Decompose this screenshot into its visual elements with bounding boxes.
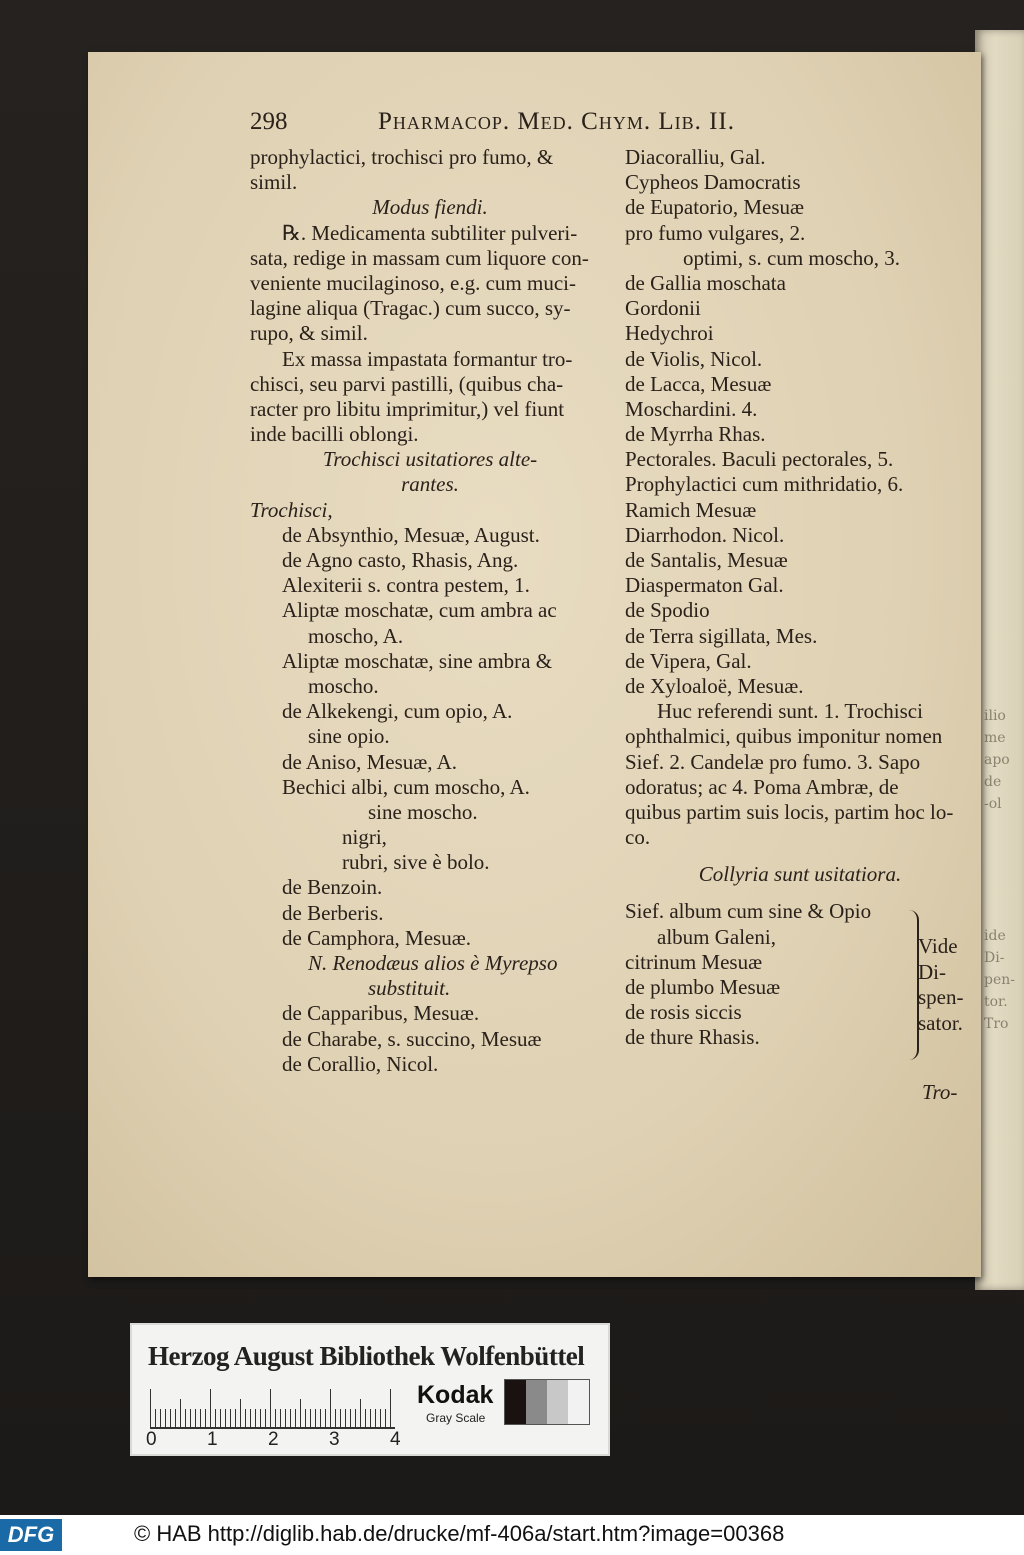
ruler-tick bbox=[155, 1409, 156, 1427]
text-line: moscho, A. bbox=[308, 623, 404, 648]
gray-patch bbox=[568, 1380, 589, 1424]
ruler-tick bbox=[240, 1399, 241, 1427]
collyrium-item: de rosis siccis bbox=[625, 1000, 742, 1025]
bleed-word: de bbox=[984, 774, 1002, 790]
text-line: pro fumo vulgares, 2. bbox=[625, 220, 806, 245]
text-line: de Camphora, Mesuæ. bbox=[282, 925, 471, 950]
text-line: Moschardini. 4. bbox=[625, 396, 758, 421]
collyrium-item: de thure Rhasis. bbox=[625, 1025, 760, 1050]
ruler-tick bbox=[285, 1409, 286, 1427]
text-line: simil. bbox=[250, 170, 298, 195]
bleed-word: Tro bbox=[984, 1016, 1009, 1032]
bleed-word: Di- bbox=[984, 950, 1005, 966]
page-number: 298 bbox=[250, 108, 288, 135]
bracket-note-word: Di- bbox=[918, 959, 946, 984]
ruler-tick bbox=[265, 1409, 266, 1427]
ruler-tick bbox=[340, 1409, 341, 1427]
ruler-tick bbox=[280, 1409, 281, 1427]
text-line: sata, redige in massam cum liquore con- bbox=[250, 245, 589, 270]
text-line: de Alkekengi, cum opio, A. bbox=[282, 699, 513, 724]
curly-bracket bbox=[905, 910, 919, 1060]
text-line: rubri, sive è bolo. bbox=[342, 850, 490, 875]
ruler-tick bbox=[360, 1399, 361, 1427]
text-line: de Capparibus, Mesuæ. bbox=[282, 1001, 480, 1026]
text-line: inde bacilli oblongi. bbox=[250, 422, 419, 447]
bleed-word: apo bbox=[984, 752, 1010, 768]
text-line: chisci, seu parvi pastilli, (quibus cha- bbox=[250, 371, 564, 396]
running-title: Pharmacop. Med. Chym. Lib. II. bbox=[378, 108, 735, 135]
text-line: ophthalmici, quibus imponitur nomen bbox=[625, 724, 943, 749]
text-line: moscho. bbox=[308, 673, 379, 698]
ruler-number: 1 bbox=[207, 1429, 218, 1450]
collyrium-item: album Galeni, bbox=[657, 924, 776, 949]
text-line: substituit. bbox=[368, 976, 451, 1001]
bracket-note-word: Vide bbox=[918, 934, 958, 958]
text-line: de Benzoin. bbox=[282, 875, 383, 900]
bleed-word: tor. bbox=[984, 994, 1008, 1010]
text-line: Gordonii bbox=[625, 296, 701, 321]
bracket-note-word: sator. bbox=[918, 1010, 963, 1035]
ruler-tick bbox=[150, 1389, 151, 1427]
text-line: quibus partim suis locis, partim hoc lo- bbox=[625, 799, 954, 824]
text-line: Huc referendi sunt. 1. Trochisci bbox=[657, 699, 923, 724]
ruler-tick bbox=[365, 1409, 366, 1427]
ruler-tick bbox=[230, 1409, 231, 1427]
ruler-tick bbox=[250, 1409, 251, 1427]
ruler-tick bbox=[345, 1409, 346, 1427]
kodak-logo: Kodak bbox=[417, 1381, 494, 1409]
ruler-tick bbox=[270, 1389, 271, 1427]
left-column bbox=[250, 145, 610, 1077]
text-line: de Terra sigillata, Mes. bbox=[625, 623, 818, 648]
text-line: odoratus; ac 4. Poma Ambræ, de bbox=[625, 774, 899, 799]
bleed-word: pen- bbox=[984, 972, 1015, 988]
text-line: Aliptæ moschatæ, cum ambra ac bbox=[282, 598, 557, 623]
bleed-word: me bbox=[984, 730, 1006, 746]
ruler-tick bbox=[215, 1409, 216, 1427]
gray-scale-patches bbox=[504, 1379, 590, 1425]
ruler-tick bbox=[185, 1409, 186, 1427]
ruler-tick bbox=[235, 1409, 236, 1427]
text-line: Hedychroi bbox=[625, 321, 714, 346]
ruler-tick bbox=[190, 1409, 191, 1427]
ruler-tick bbox=[310, 1409, 311, 1427]
text-line: sine opio. bbox=[308, 724, 390, 749]
text-line: lagine aliqua (Tragac.) cum succo, sy- bbox=[250, 296, 571, 321]
gray-patch bbox=[505, 1380, 526, 1424]
ruler-tick bbox=[295, 1409, 296, 1427]
text-line: Sief. 2. Candelæ pro fumo. 3. Sapo bbox=[625, 749, 921, 774]
ruler-tick bbox=[390, 1389, 391, 1427]
ruler-tick bbox=[350, 1409, 351, 1427]
text-line: de Berberis. bbox=[282, 900, 384, 925]
text-line: Cypheos Damocratis bbox=[625, 170, 801, 195]
gray-patch bbox=[526, 1380, 547, 1424]
text-line: de Eupatorio, Mesuæ bbox=[625, 195, 805, 220]
catchword: Tro- bbox=[922, 1080, 958, 1104]
text-line: sine moscho. bbox=[368, 799, 478, 824]
library-name: Herzog August Bibliothek Wolfenbüttel bbox=[148, 1341, 585, 1371]
text-line: de Violis, Nicol. bbox=[625, 346, 763, 371]
text-line: Diarrhodon. Nicol. bbox=[625, 522, 785, 547]
text-line: Modus fiendi. bbox=[372, 195, 488, 220]
text-line: co. bbox=[625, 825, 651, 850]
ruler-number: 4 bbox=[390, 1429, 401, 1450]
ruler-tick bbox=[300, 1399, 301, 1427]
ruler-tick bbox=[225, 1409, 226, 1427]
bleed-word: ide bbox=[984, 928, 1006, 944]
ruler-tick bbox=[305, 1409, 306, 1427]
text-line: de Gallia moschata bbox=[625, 270, 786, 295]
ruler-tick bbox=[205, 1409, 206, 1427]
ruler-tick bbox=[255, 1409, 256, 1427]
text-line: Bechici albi, cum moscho, A. bbox=[282, 774, 530, 799]
ruler-tick bbox=[370, 1409, 371, 1427]
text-line: de Charabe, s. succino, Mesuæ bbox=[282, 1026, 542, 1051]
ruler-tick bbox=[195, 1409, 196, 1427]
ruler-tick bbox=[375, 1409, 376, 1427]
text-line: Diaspermaton Gal. bbox=[625, 573, 784, 598]
ruler-tick bbox=[170, 1409, 171, 1427]
ruler-tick bbox=[245, 1409, 246, 1427]
text-line: de Myrrha Rhas. bbox=[625, 422, 766, 447]
ruler-tick bbox=[180, 1399, 181, 1427]
text-line: optimi, s. cum moscho, 3. bbox=[683, 245, 900, 270]
gray-scale-label: Gray Scale bbox=[426, 1411, 486, 1425]
ruler-tick bbox=[260, 1409, 261, 1427]
text-line: rantes. bbox=[401, 472, 459, 497]
text-line: prophylactici, trochisci pro fumo, & bbox=[250, 145, 554, 169]
ruler-tick bbox=[315, 1409, 316, 1427]
ruler-tick bbox=[325, 1409, 326, 1427]
ruler-tick bbox=[175, 1409, 176, 1427]
ruler-number: 3 bbox=[329, 1429, 340, 1450]
bleed-word: ilio bbox=[984, 708, 1006, 724]
collyrium-item: citrinum Mesuæ bbox=[625, 949, 763, 974]
text-line: Trochisci, bbox=[250, 497, 333, 522]
ruler-number: 0 bbox=[146, 1429, 157, 1450]
text-line: Ex massa impastata formantur tro- bbox=[282, 346, 573, 371]
bracket-note-word: spen- bbox=[918, 985, 964, 1009]
bleed-word: -ol bbox=[984, 796, 1002, 812]
text-line: de Corallio, Nicol. bbox=[282, 1051, 439, 1076]
text-line: veniente mucilaginoso, e.g. cum muci- bbox=[250, 270, 576, 295]
collyrium-item: Sief. album cum sine & Opio bbox=[625, 899, 872, 924]
ruler-tick bbox=[160, 1409, 161, 1427]
text-line: N. Renodæus alios è Myrepso bbox=[308, 951, 558, 975]
collyrium-item: de plumbo Mesuæ bbox=[625, 975, 781, 999]
ruler-number: 2 bbox=[268, 1429, 279, 1450]
ruler-tick bbox=[355, 1409, 356, 1427]
next-page-edge bbox=[975, 30, 1024, 1290]
ruler-tick bbox=[380, 1409, 381, 1427]
text-line: Pectorales. Baculi pectorales, 5. bbox=[625, 447, 894, 472]
text-line: de Santalis, Mesuæ bbox=[625, 548, 788, 572]
ruler-tick bbox=[210, 1389, 211, 1427]
ruler-tick bbox=[330, 1389, 331, 1427]
text-line: nigri, bbox=[342, 825, 387, 850]
ruler-tick bbox=[320, 1409, 321, 1427]
gray-patch bbox=[547, 1380, 568, 1424]
bleed-through-text bbox=[984, 705, 1015, 1035]
text-line: rupo, & simil. bbox=[250, 321, 368, 346]
ruler-tick bbox=[290, 1409, 291, 1427]
text-line: Alexiterii s. contra pestem, 1. bbox=[282, 573, 530, 598]
collyria-heading: Collyria sunt usitatiora. bbox=[698, 862, 902, 887]
ruler-tick bbox=[275, 1409, 276, 1427]
text-line: de Vipera, Gal. bbox=[625, 648, 752, 673]
bracket-note bbox=[918, 934, 964, 1036]
text-line: de Aniso, Mesuæ, A. bbox=[282, 749, 458, 774]
text-line: Diacoralliu, Gal. bbox=[625, 145, 766, 169]
text-line: de Agno casto, Rhasis, Ang. bbox=[282, 548, 519, 572]
ruler-tick bbox=[220, 1409, 221, 1427]
text-line: de Spodio bbox=[625, 598, 710, 623]
footer-bar bbox=[0, 1515, 1024, 1555]
text-line: Prophylactici cum mithridatio, 6. bbox=[625, 472, 904, 497]
dfg-logo: DFG bbox=[0, 1519, 62, 1551]
text-line: racter pro libitu imprimitur,) vel fiunt bbox=[250, 396, 565, 421]
source-url: © HAB http://diglib.hab.de/drucke/mf-406a/start.htm?image=00368 bbox=[134, 1521, 785, 1546]
text-line: Ramich Mesuæ bbox=[625, 497, 757, 522]
text-line: Aliptæ moschatæ, sine ambra & bbox=[282, 648, 553, 673]
ruler-tick bbox=[335, 1409, 336, 1427]
text-line: de Lacca, Mesuæ bbox=[625, 371, 772, 396]
text-line: Trochisci usitatiores alte- bbox=[322, 447, 538, 472]
ruler-tick bbox=[385, 1409, 386, 1427]
text-line: ℞. Medicamenta subtiliter pulveri- bbox=[282, 220, 578, 245]
ruler-tick bbox=[165, 1409, 166, 1427]
right-column bbox=[625, 145, 975, 1051]
ruler-tick bbox=[200, 1409, 201, 1427]
text-line: de Absynthio, Mesuæ, August. bbox=[282, 522, 540, 547]
text-line: de Xyloaloë, Mesuæ. bbox=[625, 673, 804, 698]
measurement-ruler bbox=[150, 1387, 395, 1429]
library-label-card bbox=[130, 1323, 610, 1456]
